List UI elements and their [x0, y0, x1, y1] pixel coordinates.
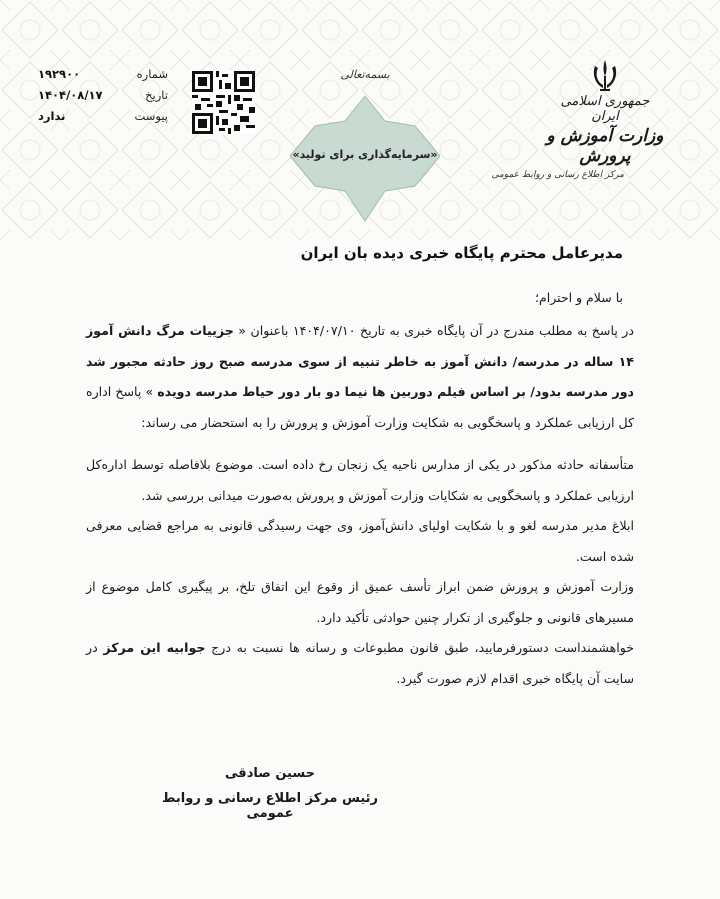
signatory-name: حسین صادقی [225, 766, 315, 781]
recipient: مدیرعامل محترم پایگاه خبری دیده بان ایران [300, 244, 623, 262]
rebuttal-bold: جوابیه این مرکز [103, 640, 206, 655]
letter-body [86, 316, 634, 694]
qr-code[interactable] [192, 71, 255, 134]
meta-date-row [38, 85, 168, 106]
number-value: ۱۹۲۹۰۰ [38, 67, 81, 81]
paragraph-4: وزارت آموزش و پرورش ضمن ابراز تأسف عمیق از وقوع این اتفاق تلخ، بر پیگیری کامل موضوع از مسیرهای قانونی و جلوگیری از تکرار چنین حوادثی تأکید دارد. [86, 579, 634, 625]
department-label: مرکز اطلاع رسانی و روابط عمومی [491, 170, 624, 180]
article-title: جزییات مرگ دانش آموز ۱۴ ساله در مدرسه/ دانش آموز به خاطر تنبیه از سوی مدرسه صبح روز حادثه مجبور شد دور مدرسه بدود/ بر اساس فیلم دوربین ها نیما دو بار دور حیاط مدرسه دویده [86, 323, 634, 399]
bismillah: بسمه‌تعالی [340, 68, 390, 81]
date-value: ۱۴۰۴/۰۸/۱۷ [38, 88, 103, 102]
attachment-value: ندارد [38, 109, 66, 123]
organization-header [545, 58, 665, 166]
date-label: تاریخ [145, 88, 168, 102]
signatory-title: رئیس مرکز اطلاع رسانی و روابط عمومی [162, 791, 378, 821]
attachment-label: پیوست [134, 109, 168, 123]
meta-attachment-row [38, 106, 168, 127]
salutation: با سلام و احترام؛ [535, 290, 623, 305]
paragraph-3: ابلاغ مدیر مدرسه لغو و با شکایت اولیای دانش‌آموز، وی جهت رسیدگی قانونی به مراجع قضایی معرفی شده است. [86, 518, 634, 564]
number-label: شماره [136, 67, 168, 81]
org-line-2: وزارت آموزش و پرورش [546, 126, 664, 166]
paragraph-2: متأسفانه حادثه مذکور در یکی از مدارس ناحیه یک زنجان رخ داده است. موضوع بلافاصله توسط اداره‌کل ارزیابی عملکرد و پاسخگویی به شکایات وزارت آموزش و پرورش به‌صورت میدانی بررسی شد. [86, 457, 634, 503]
paragraph-5: خواهشمنداست دستورفرمایید، طبق قانون مطبوعات و رسانه ها نسبت به درج جوابیه این مرکز در سایت آن پایگاه خبری اقدام لازم صورت گیرد. [86, 640, 635, 686]
org-line-1: جمهوری اسلامی ایران [560, 94, 650, 124]
iran-emblem-icon [589, 58, 621, 92]
letter-meta [38, 64, 168, 127]
paragraph-1: در پاسخ به مطلب مندرج در آن پایگاه خبری به تاریخ ۱۴۰۴/۰۷/۱۰ باعنوان « جزییات مرگ دانش آموز ۱۴ ساله در مدرسه/ دانش آموز به خاطر تنبیه از سوی مدرسه صبح روز حادثه مجبور شد دور مدرسه بدود/ بر اساس فیلم دوربین ها نیما دو بار دور حیاط مدرسه دویده » پاسخ اداره کل ارزیابی عملکرد و پاسخگویی به شکایت وزارت آموزش و پرورش را به استحضار می رساند: [86, 323, 634, 430]
slogan: «سرمایه‌گذاری برای تولید» [292, 148, 438, 161]
meta-number-row [38, 64, 168, 85]
